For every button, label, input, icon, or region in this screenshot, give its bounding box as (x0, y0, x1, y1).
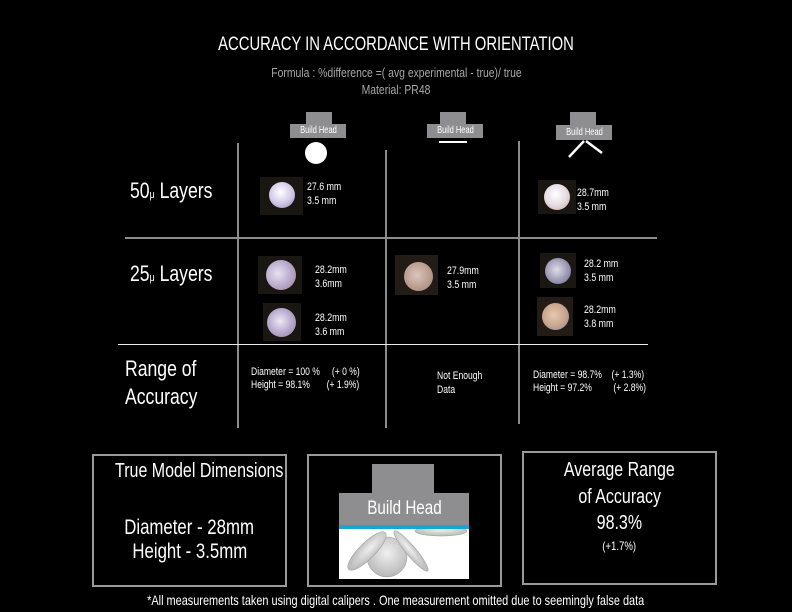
build-head-col3: Build Head (556, 112, 612, 140)
sample-photo (260, 177, 303, 215)
build-head-block (372, 464, 434, 494)
grid-divider (385, 150, 387, 428)
sample-photo (263, 303, 301, 341)
material-text: Material: PR48 (361, 82, 431, 97)
average-line1: Average Range (564, 459, 675, 481)
build-head-diagram-box (307, 454, 502, 587)
circle-flat-icon (305, 142, 327, 164)
true-model-height: Height - 3.5mm (132, 540, 247, 563)
range-col2-not-enough-data: Not Enough Data (437, 370, 483, 396)
sample-measurement: 28.2mm 3.6mm (315, 264, 347, 290)
true-model-title: True Model Dimensions (115, 460, 284, 482)
vat-orientation-icon (339, 529, 469, 579)
average-accuracy-box (522, 451, 717, 585)
grid-divider (125, 237, 657, 239)
sample-measurement: 28.2mm 3.8 mm (584, 304, 616, 330)
sample-photo (395, 255, 438, 295)
true-model-dimensions-box (92, 454, 287, 587)
sample-measurement: 27.6 mm 3.5 mm (307, 181, 342, 207)
grid-divider (518, 141, 520, 424)
grid-divider (118, 344, 648, 345)
build-head-col2: Build Head (427, 112, 483, 138)
average-value: 98.3% (596, 512, 643, 534)
row-label-25-layers: 25μ Layers (130, 261, 213, 286)
row-label-50-layers: 50μ Layers (130, 178, 213, 203)
angled-v-icon (566, 140, 606, 160)
formula-text: Formula : %difference =( avg experimental - true)/ true (270, 65, 522, 80)
average-deviation: (+1.7%) (602, 539, 637, 553)
build-head-col1: Build Head (290, 112, 346, 138)
sample-photo (538, 180, 576, 214)
sample-photo (258, 256, 302, 294)
grid-divider (237, 143, 239, 428)
horizontal-line-icon (439, 141, 467, 143)
sample-measurement: 28.7mm 3.5 mm (577, 187, 609, 213)
sample-measurement: 28.2 mm 3.5 mm (584, 258, 619, 284)
page-title: ACCURACY IN ACCORDANCE WITH ORIENTATION (218, 34, 574, 55)
sample-photo (540, 253, 576, 288)
row-label-range-of-accuracy: Range of Accuracy (125, 356, 198, 409)
true-model-diameter: Diameter - 28mm (124, 516, 255, 539)
footnote: *All measurements taken using digital calipers . One measurement omitted due to seemingly false data (147, 592, 645, 608)
sample-photo (537, 297, 573, 336)
range-col1: Diameter = 100 % (+ 0 %) Height = 98.1% (+ 1.9%) (251, 366, 360, 391)
build-head-label: Build Head (339, 493, 469, 525)
average-line2: of Accuracy (578, 486, 661, 508)
sample-measurement: 27.9mm 3.5 mm (447, 265, 479, 291)
range-col3: Diameter = 98.7% (+ 1.3%) Height = 97.2% (+ 2.8%) (533, 369, 647, 394)
sample-measurement: 28.2mm 3.6 mm (315, 312, 347, 338)
